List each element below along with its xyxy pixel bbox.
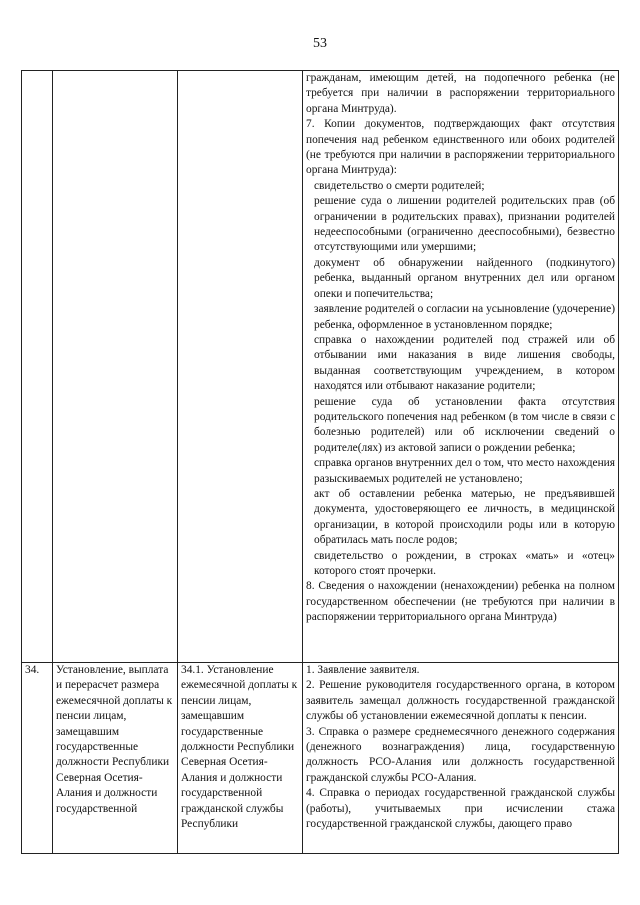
document-paragraph: 4. Справка о периодах государственной гражданской службы (работы), учитываемых при исчислении стажа государственной гражданской службы, дающего право xyxy=(306,787,615,831)
service-name: Установление, выплата и перерасчет размера ежемесячной доплаты к пенсии лицам, замещавшим государственные должности Республики Северная Осетия-Алания и должности государственной xyxy=(56,664,173,815)
document-paragraph: акт об оставлении ребенка матерью, не предъявившей документа, удостоверяющего ее личность, в медицинской организации, в которой происходили роды или в которую обратилась мать после родов; xyxy=(314,487,615,547)
subservice-name-cell xyxy=(178,71,303,663)
services-table xyxy=(21,70,619,854)
document-paragraph: 7. Копии документов, подтверждающих факт отсутствия попечения над ребенком единственного или обоих родителей (не требуются при наличии в распоряжении территориального органа Минтруда): xyxy=(306,118,615,177)
document-paragraph: решение суда об установлении факта отсутствия родительского попечения над ребенком (в том числе в связи с болезнью родителей) или об исключении сведений о родителе(лях) из актовой записи о рождении ребенка; xyxy=(314,395,615,454)
document-paragraph: 3. Справка о размере среднемесячного денежного содержания (денежного вознаграждения) лица, государственную должность РСО-Алания или должность государственной гражданской службы РСО-Алания. xyxy=(306,725,615,784)
documents-cell xyxy=(303,663,619,854)
subservice-name-cell xyxy=(178,663,303,854)
document-paragraph: решение суда о лишении родителей родительских прав (об ограничении в родительских правах), признании родителей недееспособными (ограниченно дееспособными), безвестно отсутствующими или умершими; xyxy=(314,195,615,254)
document-paragraph: свидетельство о рождении, в строках «мать» и «отец» которого стоят прочерки. xyxy=(314,549,615,577)
page-number: 53 xyxy=(313,36,327,51)
document-paragraph: 1. Заявление заявителя. xyxy=(306,664,420,676)
subservice-name: 34.1. Установление ежемесячной доплаты к пенсии лицам, замещавшим государственные должности Республики Северная Осетия-Алания и должности государственной гражданской службы Республики xyxy=(181,664,298,831)
document-paragraph: справка о нахождении родителей под стражей или об отбывании ими наказания в виде лишения свободы, выданная соответствующим учреждением, в котором находятся или отбывают наказание родители; xyxy=(314,333,615,393)
service-name-cell xyxy=(53,663,178,854)
document-paragraph: гражданам, имеющим детей, на подопечного ребенка (не требуется при наличии в распоряжении территориального органа Минтруда). xyxy=(306,72,615,115)
document-paragraph: свидетельство о смерти родителей; xyxy=(314,179,485,192)
document-paragraph: заявление родителей о согласии на усыновление (удочерение) ребенка, оформленное в установленном порядке; xyxy=(314,303,615,331)
document-paragraph: 2. Решение руководителя государственного органа, в котором заявитель замещал должность государственной гражданской службы об установлении ежемесячной доплаты к пенсии. xyxy=(306,679,615,723)
document-paragraph: документ об обнаружении найденного (подкинутого) ребенка, выданный органом внутренних дел или органом опеки и попечительства; xyxy=(314,256,615,300)
document-paragraph: справка органов внутренних дел о том, что место нахождения разыскиваемых родителей не установлено; xyxy=(314,457,615,485)
table-row xyxy=(22,663,619,854)
row-number-cell xyxy=(22,71,53,663)
row-number-cell: 34. xyxy=(22,663,53,854)
table-row xyxy=(22,71,619,663)
documents-cell xyxy=(303,71,619,663)
document-paragraph: 8. Сведения о нахождении (ненахождении) ребенка на полном государственном обеспечении (не требуются при наличии в распоряжении территориального органа Минтруда) xyxy=(306,580,615,624)
service-name-cell xyxy=(53,71,178,663)
